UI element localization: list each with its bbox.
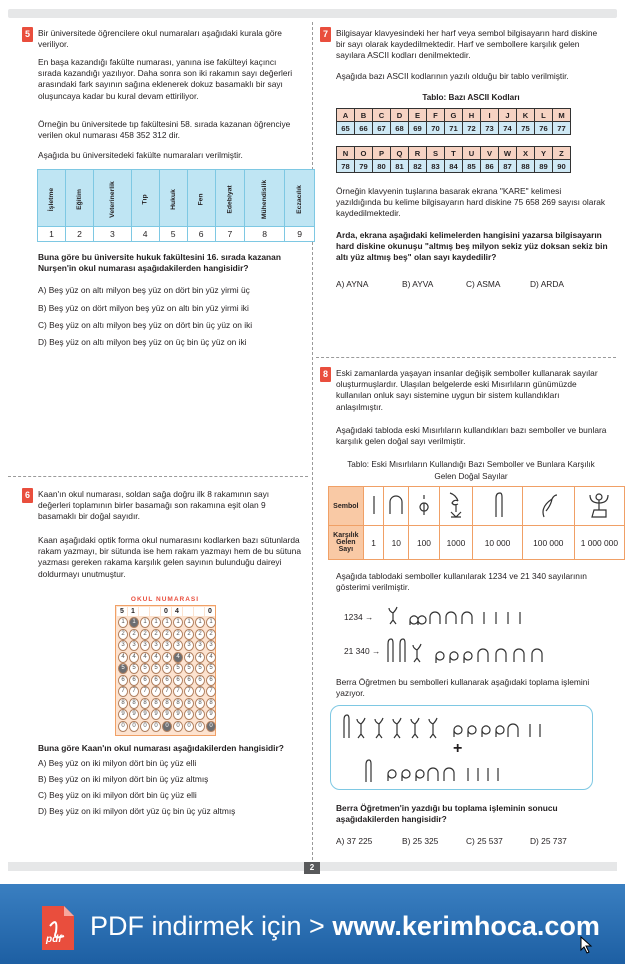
optic-bubble[interactable]: 9 [151, 709, 161, 720]
optic-bubble[interactable]: 0 [140, 721, 150, 732]
optic-bubble[interactable]: 0 [206, 721, 216, 732]
symbol-1000-cell [439, 487, 472, 526]
optic-bubble[interactable]: 8 [162, 698, 172, 709]
finger-icon [491, 490, 505, 520]
faculty-cell: İşletme [38, 170, 66, 227]
optic-bubble[interactable]: 8 [129, 698, 139, 709]
q5-table-intro: Aşağıda bu üniversitedeki fakülte numaraları verilmiştir. [38, 150, 243, 160]
ascii-code-cell: 88 [517, 160, 535, 173]
ascii-code-cell: 90 [553, 160, 571, 173]
example-1234-symbols [384, 604, 564, 628]
optic-bubble[interactable]: 7 [195, 686, 205, 697]
ascii-code-cell: 87 [499, 160, 517, 173]
optic-header-digit [139, 607, 149, 616]
ascii-code-cell: 81 [391, 160, 409, 173]
optic-bubble[interactable]: 8 [173, 698, 183, 709]
ascii-letter-cell: V [481, 147, 499, 160]
value-cell: 10 000 [473, 526, 523, 560]
example-1234-label: 1234 → [344, 612, 374, 622]
optic-bubble[interactable]: 5 [206, 663, 216, 674]
ascii-letter-cell: S [427, 147, 445, 160]
q8-intro: Eski zamanlarda yaşayan insanlar değişik semboller kullanarak sayılar oluşturmuşlardır. Ulaşılan belgelerde eski Mısırlıların günümüzde kullanılan onluk sayı sistemine uygun bir sistem kullandıkları anlaşılmıştır. [336, 368, 598, 412]
ascii-code-cell: 74 [499, 122, 517, 135]
optic-bubble[interactable]: 8 [206, 698, 216, 709]
ascii-letter-cell: E [409, 109, 427, 122]
optic-bubble[interactable]: 6 [173, 675, 183, 686]
optic-bubble[interactable]: 4 [206, 652, 216, 663]
optic-bubble[interactable]: 0 [162, 721, 172, 732]
optic-bubble[interactable]: 4 [118, 652, 128, 663]
ascii-letter-cell: G [445, 109, 463, 122]
optic-bubble[interactable]: 6 [206, 675, 216, 686]
optic-bubble[interactable]: 4 [151, 652, 161, 663]
optic-bubble[interactable]: 1 [184, 617, 194, 628]
optic-bubble[interactable]: 8 [195, 698, 205, 709]
lotus-icon [446, 490, 466, 520]
ascii-code-cell: 73 [481, 122, 499, 135]
q8-examples-intro: Aşağıda tablodaki semboller kullanılarak 1234 ve 21 340 sayılarının gösterimi verilmiştir. [336, 571, 587, 593]
optic-form [115, 605, 216, 736]
faculty-cell: Mühendislik [245, 170, 285, 227]
optic-bubble[interactable]: 4 [184, 652, 194, 663]
symbol-100000-cell [522, 487, 574, 526]
optic-bubble[interactable]: 2 [151, 629, 161, 640]
ascii-code-cell: 82 [409, 160, 427, 173]
optic-bubble[interactable]: 0 [129, 721, 139, 732]
ascii-letter-cell: Z [553, 147, 571, 160]
optic-bubble[interactable]: 9 [206, 709, 216, 720]
ascii-code-cell: 67 [373, 122, 391, 135]
q8-table-intro: Aşağıdaki tabloda eski Mısırlıların kullandıkları bazı semboller ve bunlara karşılık gelen doğal sayı verilmiştir. [336, 425, 607, 447]
optic-bubble[interactable]: 9 [173, 709, 183, 720]
optic-bubble[interactable]: 6 [129, 675, 139, 686]
optic-bubble[interactable]: 7 [184, 686, 194, 697]
optic-bubble[interactable]: 7 [151, 686, 161, 697]
optic-bubble[interactable]: 9 [195, 709, 205, 720]
faculty-cell: Hukuk [159, 170, 187, 227]
optic-bubble[interactable]: 6 [184, 675, 194, 686]
ascii-letter-cell: M [553, 109, 571, 122]
value-cell: 10 [384, 526, 409, 560]
heh-god-icon [584, 490, 614, 520]
optic-bubble[interactable]: 3 [129, 640, 139, 651]
q8-option-b[interactable]: B) 25 325 [402, 836, 439, 846]
optic-bubble[interactable]: 6 [140, 675, 150, 686]
optic-bubble[interactable]: 4 [195, 652, 205, 663]
optic-bubble[interactable]: 9 [184, 709, 194, 720]
q5-option-b[interactable]: B) Beş yüz on dört milyon beş yüz on altı bin yüz yirmi iki [38, 303, 249, 313]
faculty-number: 6 [187, 227, 215, 242]
value-cell: 100 000 [522, 526, 574, 560]
q5-rule: En başa kazandığı fakülte numarası, yanına ise fakülteyi kaçıncı sırada kazandığı yazılıyor. Daha sonra son iki rakamın sayı değerleri arasındaki fark sayının sağına eklenerek dokuz basamaklı bir sayı oluşuncaya kadar bu kural devam ettiriliyor. [38, 57, 293, 101]
optic-bubble[interactable]: 1 [118, 617, 128, 628]
symbol-100-cell [409, 487, 440, 526]
optic-bubble[interactable]: 0 [173, 721, 183, 732]
optic-bubble[interactable]: 4 [140, 652, 150, 663]
ascii-code-cell: 80 [373, 160, 391, 173]
faculty-number: 7 [215, 227, 244, 242]
optic-bubble[interactable]: 1 [129, 617, 139, 628]
optic-bubble[interactable]: 7 [129, 686, 139, 697]
q7-option-b[interactable]: B) AYVA [402, 279, 434, 289]
ascii-code-cell: 89 [535, 160, 553, 173]
q5-option-c[interactable]: C) Beş yüz on altı milyon beş yüz on dört bin üç yüz on iki [38, 320, 253, 330]
ascii-table-title: Tablo: Bazı ASCII Kodları [422, 93, 520, 102]
optic-header-digit: 0 [161, 607, 171, 616]
optic-bubble[interactable]: 1 [173, 617, 183, 628]
q7-option-a[interactable]: A) AYNA [336, 279, 369, 289]
q5-example: Örneğin bu üniversitede tıp fakültesini 58. sırada kazanan öğrenciye verilen okul numarası 458 352 312 dir. [38, 119, 291, 141]
optic-bubble[interactable]: 3 [173, 640, 183, 651]
question-number-7: 7 [320, 27, 331, 42]
ascii-letter-cell: Q [391, 147, 409, 160]
q7-example: Örneğin klavyenin tuşlarına basarak ekrana "KARE" kelimesi yazıldığında bu kelime bilgisayarın hard diskine 75 658 269 sayısı olarak kaydedilmektedir. [336, 186, 606, 219]
optic-bubble[interactable]: 9 [140, 709, 150, 720]
optic-bubble[interactable]: 3 [118, 640, 128, 651]
optic-bubble[interactable]: 5 [184, 663, 194, 674]
page-number: 2 [304, 862, 320, 874]
ascii-code-cell: 71 [445, 122, 463, 135]
ascii-code-cell: 69 [409, 122, 427, 135]
optic-bubble[interactable]: 7 [206, 686, 216, 697]
optic-bubble[interactable]: 0 [151, 721, 161, 732]
ascii-code-cell: 70 [427, 122, 445, 135]
optic-form-title: OKUL NUMARASI [130, 596, 200, 603]
ascii-code-cell: 86 [481, 160, 499, 173]
row-label-value: Karşılık Gelen Sayı [329, 526, 364, 560]
optic-bubble[interactable]: 8 [151, 698, 161, 709]
q6-option-a[interactable]: A) Beş yüz on iki milyon dört bin üç yüz elli [38, 758, 197, 768]
coil-rope-icon [415, 491, 433, 519]
optic-bubble[interactable]: 5 [151, 663, 161, 674]
ascii-letter-cell: P [373, 147, 391, 160]
optic-bubble[interactable]: 7 [118, 686, 128, 697]
value-cell: 1 000 000 [574, 526, 624, 560]
q8-question: Berra Öğretmen'in yazdığı bu toplama işleminin sonucu aşağıdakilerden hangisidir? [336, 803, 558, 825]
ascii-letter-cell: O [355, 147, 373, 160]
ascii-letter-cell: I [481, 109, 499, 122]
optic-bubble[interactable]: 3 [206, 640, 216, 651]
optic-bubble[interactable]: 2 [195, 629, 205, 640]
ascii-letter-cell: X [517, 147, 535, 160]
optic-bubble[interactable]: 2 [118, 629, 128, 640]
ascii-letter-cell: K [517, 109, 535, 122]
optic-bubble[interactable]: 0 [118, 721, 128, 732]
ascii-code-cell: 77 [553, 122, 571, 135]
optic-bubble[interactable]: 4 [129, 652, 139, 663]
faculty-number: 2 [66, 227, 94, 242]
optic-bubble[interactable]: 8 [118, 698, 128, 709]
ascii-code-cell: 76 [535, 122, 553, 135]
q7-question: Arda, ekrana aşağıdaki kelimelerden hangisini yazarsa bilgisayarın hard diskine okunuşu "altmış beş milyon sekiz yüz doksan sekiz bin altı yüz altmış beş" olan sayı kaydedilir? [336, 230, 608, 263]
ascii-letter-cell: J [499, 109, 517, 122]
optic-header-digit [183, 607, 193, 616]
egypt-symbol-table [328, 486, 625, 560]
optic-bubble[interactable]: 2 [184, 629, 194, 640]
egypt-table-title: Tablo: Eski Mısırlıların Kullandığı Bazı Semboller ve Bunlara Karşılık Gelen Doğal Sayılar [347, 460, 595, 481]
q5-intro: Bir üniversitede öğrencilere okul numaraları aşağıdaki kurala göre veriliyor. [38, 28, 282, 50]
q6-option-d[interactable]: D) Beş yüz on iki milyon dört yüz üç bin üç yüz altmış [38, 806, 236, 816]
q5-option-a[interactable]: A) Beş yüz on altı milyon beş yüz on dört bin yüz yirmi üç [38, 285, 250, 295]
ascii-letter-cell: N [337, 147, 355, 160]
ascii-letter-cell: H [463, 109, 481, 122]
faculty-table [37, 169, 315, 242]
section-divider [8, 476, 308, 477]
optic-bubble[interactable]: 2 [173, 629, 183, 640]
optic-bubble[interactable]: 1 [206, 617, 216, 628]
banner-text[interactable] [90, 911, 600, 942]
optic-bubble[interactable]: 6 [195, 675, 205, 686]
faculty-number: 3 [94, 227, 132, 242]
q6-question: Buna göre Kaan'ın okul numarası aşağıdakilerden hangisidir? [38, 743, 284, 753]
faculty-number: 4 [131, 227, 159, 242]
optic-bubble[interactable]: 6 [118, 675, 128, 686]
ascii-letter-cell: T [445, 147, 463, 160]
faculty-number: 9 [285, 227, 315, 242]
column-divider [312, 22, 313, 860]
top-bar [8, 9, 617, 18]
addend-1-symbols [340, 710, 590, 742]
optic-bubble[interactable]: 1 [162, 617, 172, 628]
q5-question: Buna göre bu üniversite hukuk fakültesini 16. sırada kazanan Nurşen'in okul numarası aşağıdakilerden hangisidir? [38, 252, 281, 274]
optic-header-digit: 5 [117, 607, 127, 616]
ascii-letter-cell: W [499, 147, 517, 160]
optic-header-digit: 4 [172, 607, 182, 616]
optic-bubble[interactable]: 3 [151, 640, 161, 651]
ascii-letter-cell: L [535, 109, 553, 122]
optic-bubble[interactable]: 7 [140, 686, 150, 697]
q6-intro: Kaan'ın okul numarası, soldan sağa doğru ilk 8 rakamının sayı değerleri toplamının birler basamağı son rakamına eşit olan 9 basamaklı bir doğal sayıdır. [38, 489, 270, 522]
optic-header-digit [150, 607, 160, 616]
optic-bubble[interactable]: 5 [140, 663, 150, 674]
ascii-table-1 [336, 108, 571, 135]
ascii-letter-cell: Y [535, 147, 553, 160]
heel-bone-icon [387, 493, 405, 517]
optic-bubble[interactable]: 7 [162, 686, 172, 697]
optic-bubble[interactable]: 5 [129, 663, 139, 674]
q6-story: Kaan aşağıdaki optik forma okul numarasını kodlarken bazı sütunlarda rakam yazmayı, bir sütunda ise hem rakam yazmayı hem de bu sütuna yazması gereken rakama karşılık gelen sayının bulunduğu daireyi doldurmayı unutmuştur. [38, 535, 301, 579]
ascii-code-cell: 72 [463, 122, 481, 135]
ascii-letter-cell: B [355, 109, 373, 122]
optic-bubble[interactable]: 2 [140, 629, 150, 640]
faculty-cell: Eczacılık [285, 170, 315, 227]
optic-header-digit: 0 [205, 607, 215, 616]
optic-header-digit: 1 [128, 607, 138, 616]
row-label-symbol: Sembol [329, 487, 364, 526]
faculty-cell: Eğitim [66, 170, 94, 227]
optic-bubble[interactable]: 8 [140, 698, 150, 709]
symbol-1000000-cell [574, 487, 624, 526]
optic-bubble[interactable]: 8 [184, 698, 194, 709]
optic-bubble[interactable]: 0 [195, 721, 205, 732]
pdf-label: pdf [46, 934, 62, 945]
value-cell: 1000 [439, 526, 472, 560]
q5-option-d[interactable]: D) Beş yüz on altı milyon beş yüz on üç bin üç yüz on iki [38, 337, 247, 347]
optic-bubble[interactable]: 1 [151, 617, 161, 628]
q7-option-c[interactable]: C) ASMA [466, 279, 501, 289]
optic-bubble[interactable]: 5 [162, 663, 172, 674]
ascii-letter-cell: A [337, 109, 355, 122]
optic-bubble[interactable]: 6 [162, 675, 172, 686]
optic-bubble[interactable]: 3 [195, 640, 205, 651]
optic-bubble[interactable]: 0 [184, 721, 194, 732]
ascii-letter-cell: U [463, 147, 481, 160]
banner-url[interactable]: www.kerimhoca.com [332, 911, 600, 941]
q8-option-d[interactable]: D) 25 737 [530, 836, 567, 846]
optic-bubble[interactable]: 4 [162, 652, 172, 663]
tadpole-icon [536, 490, 560, 520]
optic-bubble[interactable]: 6 [151, 675, 161, 686]
optic-bubble[interactable]: 9 [162, 709, 172, 720]
ascii-code-cell: 66 [355, 122, 373, 135]
optic-bubble[interactable]: 9 [118, 709, 128, 720]
ascii-code-cell: 83 [427, 160, 445, 173]
faculty-number: 8 [245, 227, 285, 242]
symbol-1-cell [363, 487, 384, 526]
q6-option-b[interactable]: B) Beş yüz on iki milyon dört bin üç yüz altmış [38, 774, 209, 784]
optic-header-digit [194, 607, 204, 616]
ascii-code-cell: 68 [391, 122, 409, 135]
faculty-number: 5 [159, 227, 187, 242]
faculty-cell: Edebiyat [215, 170, 244, 227]
ascii-letter-cell: R [409, 147, 427, 160]
optic-bubble[interactable]: 5 [118, 663, 128, 674]
staff-icon [367, 493, 381, 517]
q8-option-c[interactable]: C) 25 537 [466, 836, 503, 846]
ascii-code-cell: 65 [337, 122, 355, 135]
optic-bubble[interactable]: 3 [162, 640, 172, 651]
q8-option-a[interactable]: A) 37 225 [336, 836, 373, 846]
section-divider [316, 357, 616, 358]
optic-bubble[interactable]: 2 [206, 629, 216, 640]
question-number-8: 8 [320, 367, 331, 382]
banner-prefix: PDF indirmek için > [90, 911, 333, 941]
example-21340-symbols [384, 636, 624, 666]
ascii-table-2 [336, 146, 571, 173]
example-21340-label: 21 340 → [344, 646, 381, 656]
symbol-10000-cell [473, 487, 523, 526]
optic-bubble[interactable]: 3 [140, 640, 150, 651]
q7-table-intro: Aşağıda bazı ASCII kodlarının yazılı olduğu bir tablo verilmiştir. [336, 71, 569, 81]
q8-sum-intro: Berra Öğretmen bu sembolleri kullanarak aşağıdaki toplama işlemini yazıyor. [336, 677, 590, 699]
q6-option-c[interactable]: C) Beş yüz on iki milyon dört bin üç yüz elli [38, 790, 197, 800]
optic-bubble[interactable]: 1 [140, 617, 150, 628]
question-number-6: 6 [22, 488, 33, 503]
faculty-cell: Veterinerlik [94, 170, 132, 227]
ascii-code-cell: 75 [517, 122, 535, 135]
optic-bubble[interactable]: 2 [129, 629, 139, 640]
ascii-code-cell: 78 [337, 160, 355, 173]
optic-bubble[interactable]: 7 [173, 686, 183, 697]
optic-bubble[interactable]: 9 [129, 709, 139, 720]
symbol-10-cell [384, 487, 409, 526]
q7-intro: Bilgisayar klavyesindeki her harf veya sembol bilgisayarın hard diskine bir sayı olarak kaydedilmektedir. Harf ve sembollere karşılık gelen sayılara ASCII kodları denilmektedir. [336, 28, 598, 61]
ascii-code-cell: 79 [355, 160, 373, 173]
optic-bubble[interactable]: 2 [162, 629, 172, 640]
value-cell: 100 [409, 526, 440, 560]
optic-bubble[interactable]: 3 [184, 640, 194, 651]
optic-bubble[interactable]: 5 [173, 663, 183, 674]
faculty-cell: Fen [187, 170, 215, 227]
question-number-5: 5 [22, 27, 33, 42]
addend-2-symbols [360, 758, 560, 786]
value-cell: 1 [363, 526, 384, 560]
optic-bubble[interactable]: 1 [195, 617, 205, 628]
cursor-icon [580, 936, 594, 954]
optic-bubble[interactable]: 5 [195, 663, 205, 674]
ascii-code-cell: 85 [463, 160, 481, 173]
ascii-letter-cell: D [391, 109, 409, 122]
faculty-cell: Tıp [131, 170, 159, 227]
optic-bubble[interactable]: 4 [173, 652, 183, 663]
ascii-letter-cell: F [427, 109, 445, 122]
ascii-letter-cell: C [373, 109, 391, 122]
ascii-code-cell: 84 [445, 160, 463, 173]
faculty-number: 1 [38, 227, 66, 242]
q7-option-d[interactable]: D) ARDA [530, 279, 564, 289]
plus-sign: + [453, 740, 463, 757]
